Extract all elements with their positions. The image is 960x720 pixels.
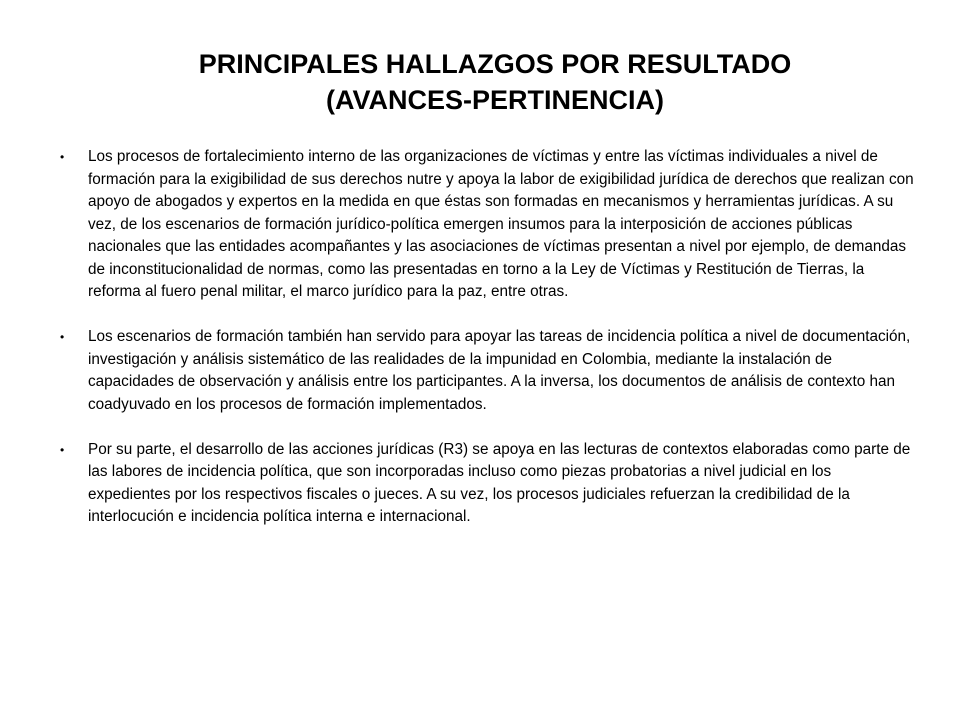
bullet-item-3 xyxy=(60,439,915,529)
bullet-dot-icon: • xyxy=(60,150,65,164)
bullet-text: Por su parte, el desarrollo de las acciones jurídicas (R3) se apoya en las lecturas de contextos elaboradas como parte de las labores de incidencia política, que son incorporadas incluso como piezas probatorias a nivel judicial en los expedientes por los respectivos fiscales o jueces. A su vez, los procesos judiciales refuerzan la credibilidad de la interlocución e incidencia política interna e internacional. xyxy=(88,440,911,525)
bullet-list xyxy=(60,146,915,551)
slide-title: PRINCIPALES HALLAZGOS POR RESULTADO (AVANCES-PERTINENCIA) xyxy=(198,49,792,115)
bullet-text: Los procesos de fortalecimiento interno de las organizaciones de víctimas y entre las víctimas individuales a nivel de formación para la exigibilidad de sus derechos nutre y apoya la labor de exigibilidad jurídica de derechos que realizan con apoyo de abogados y expertos en la medida en que éstas son formadas en mecanismos y herramientas jurídicas. A su vez, de los escenarios de formación jurídico-política emergen insumos para la interposición de acciones públicas nacionales que las entidades acompañantes y las asociaciones de víctimas presentan a nivel por ejemplo, de demandas de inconstitucionalidad de normas, como las presentadas en torno a la Ley de Víctimas y Restitución de Tierras, la reforma al fuero penal militar, el marco jurídico para la paz, entre otras. xyxy=(88,148,914,300)
bullet-text: Los escenarios de formación también han servido para apoyar las tareas de incidencia política a nivel de documentación, investigación y análisis sistemático de las realidades de la impunidad en Colombia, mediante la instalación de capacidades de observación y análisis entre los participantes. A la inversa, los documentos de análisis de contexto han coadyuvado en los procesos de formación implementados. xyxy=(88,328,911,413)
bullet-dot-icon: • xyxy=(60,330,65,344)
bullet-item-2 xyxy=(60,326,915,416)
bullet-dot-icon: • xyxy=(60,442,65,457)
bullet-item-1 xyxy=(60,146,915,304)
